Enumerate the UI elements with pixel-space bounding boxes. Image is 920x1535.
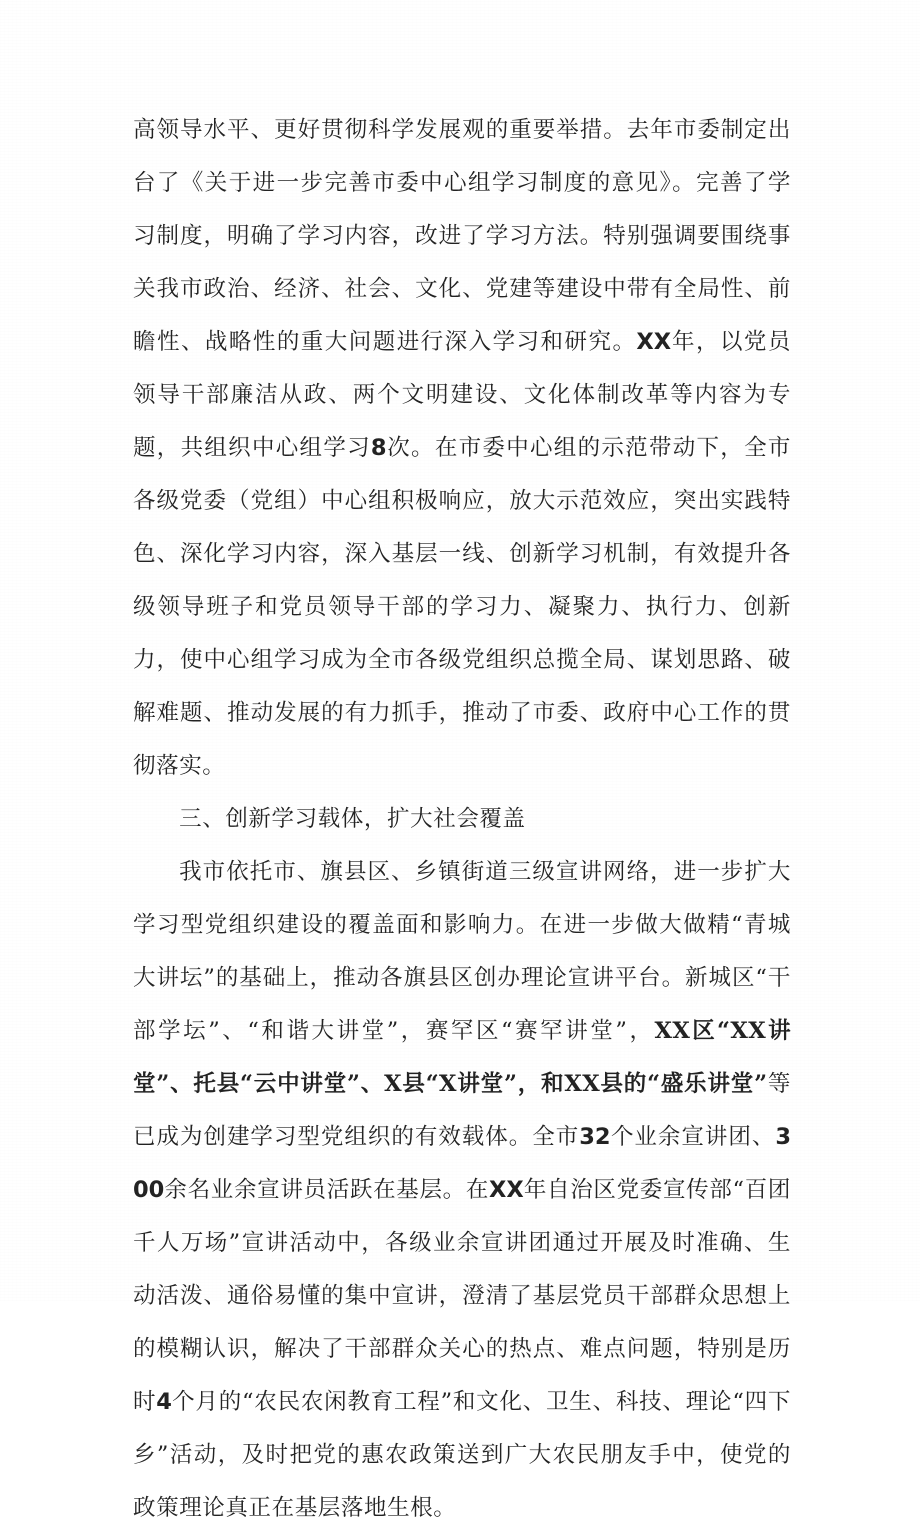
para-continued-1 (133, 104, 791, 793)
para-section-three-body-run-1: XX区“XX讲堂”、托县“云中讲堂”、X县“X讲堂”，和XX县的“盛乐讲堂” (133, 1018, 791, 1097)
para-continued-1-run-1: XX (636, 329, 672, 355)
para-section-three-body-run-0: 我市依托市、旗县区、乡镇街道三级宣讲网络，进一步扩大学习型党组织建设的覆盖面和影响力。在进一步做大做精“青城大讲坛”的基础上，推动各旗县区创办理论宣讲平台。新城区“干部学坛”、“和谐大讲堂”，赛罕区“赛罕讲堂”， (133, 859, 791, 1044)
para-section-three-body-run-3: 32 (579, 1124, 611, 1150)
para-section-three-body-run-4: 个业余宣讲团、 (610, 1124, 776, 1150)
para-continued-1-run-3: 8 (370, 435, 387, 461)
para-continued-1-run-0: 高领导水平、更好贯彻科学发展观的重要举措。去年市委制定出台了《关于进一步完善市委中心组学习制度的意见》。完善了学习制度，明确了学习内容，改进了学习方法。特别强调要围绕事关我市政治、经济、社会、文化、党建等建设中带有全局性、前瞻性、战略性的重大问题进行深入学习和研究。 (133, 117, 791, 355)
para-section-three-body (133, 846, 791, 1535)
para-section-three-body-run-8: 年自治区党委宣传部“百团千人万场”宣讲活动中，各级业余宣讲团通过开展及时准确、生动活泼、通俗易懂的集中宣讲，澄清了基层党员干部群众思想上的模糊认识，解决了干部群众关心的热点、难点问题，特别是历时 (133, 1177, 792, 1415)
heading-section-three-run-0: 三、创新学习载体，扩大社会覆盖 (179, 806, 526, 832)
heading-section-three (133, 793, 791, 846)
para-continued-1-run-2: 年，以党员领导干部廉洁从政、两个文明建设、文化体制改革等内容为专题，共组织中心组学习 (133, 329, 791, 461)
para-section-three-body-run-7: XX (489, 1177, 524, 1203)
para-continued-1-run-4: 次。在市委中心组的示范带动下，全市各级党委（党组）中心组积极响应，放大示范效应，突出实践特色、深化学习内容，深入基层一线、创新学习机制，有效提升各级领导班子和党员领导干部的学习力、凝聚力、执行力、创新力，使中心组学习成为全市各级党组织总揽全局、谋划思路、破解难题、推动发展的有力抓手，推动了市委、政府中心工作的贯彻落实。 (133, 435, 791, 779)
document-text-body (133, 104, 791, 1535)
para-section-three-body-run-5: 300 (133, 1124, 792, 1203)
para-section-three-body-run-6: 余名业余宣讲员活跃在基层。在 (164, 1177, 490, 1203)
para-section-three-body-run-9: 4 (156, 1389, 172, 1415)
para-section-three-body-run-2: 等已成为创建学习型党组织的有效载体。全市 (133, 1071, 792, 1150)
para-section-three-body-run-10: 个月的“农民农闲教育工程”和文化、卫生、科技、理论“四下乡”活动，及时把党的惠农政策送到广大农民朋友手中，使党的政策理论真正在基层落地生根。 (133, 1389, 791, 1521)
